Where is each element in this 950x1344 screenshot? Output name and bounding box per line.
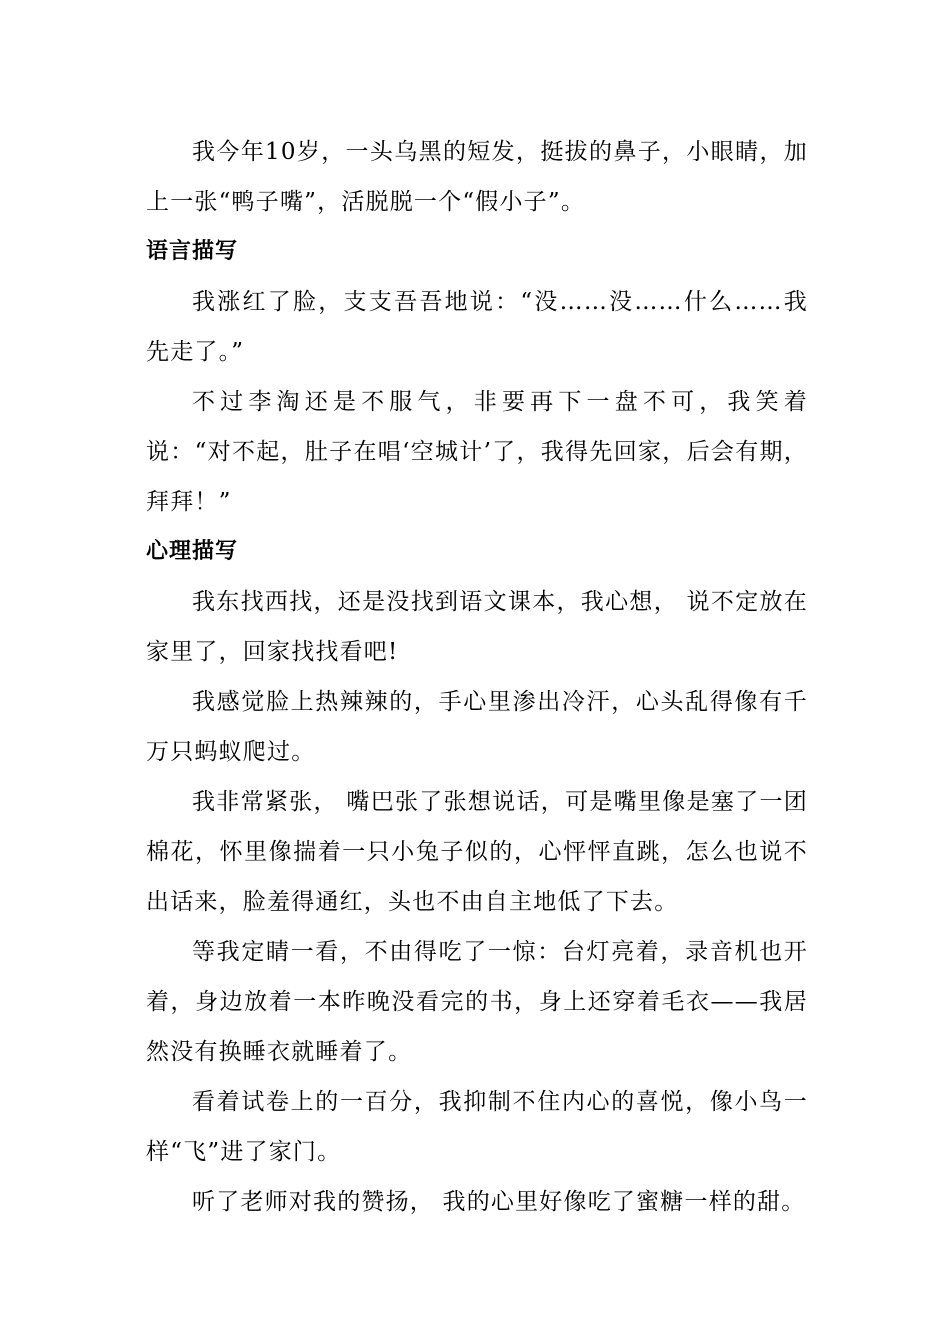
- paragraph-li-tao: 不过李淘还是不服气，非要再下一盘不可，我笑着说：“对不起，肚子在唱‘空城计’了，我得先回家，后会有期，拜拜！”: [146, 389, 808, 515]
- heading-language-description: 语言描写: [146, 239, 239, 264]
- paragraph-surprise: 等我定睛一看，不由得吃了一惊：台灯亮着，录音机也开着，身边放着一本昨晚没看完的书，身上还穿着毛衣——我居然没有换睡衣就睡着了。: [146, 939, 808, 1065]
- document-page: [146, 127, 808, 1227]
- paragraph-appearance: 我今年10岁，一头乌黑的短发，挺拔的鼻子，小眼睛，加上一张“鸭子嘴”，活脱脱一个“假小子”。: [146, 139, 808, 215]
- paragraph-nervous: 我非常紧张， 嘴巴张了张想说话，可是嘴里像是塞了一团棉花，怀里像揣着一只小兔子似的，心怦怦直跳，怎么也说不出话来，脸羞得通红，头也不由自主地低了下去。: [146, 789, 808, 915]
- heading-psychological-description: 心理描写: [146, 539, 239, 564]
- paragraph-textbook: 我东找西找，还是没找到语文课本，我心想， 说不定放在家里了，回家找找看吧!: [146, 589, 808, 665]
- paragraph-face-hot: 我感觉脸上热辣辣的，手心里渗出冷汗，心头乱得像有千万只蚂蚁爬过。: [146, 689, 808, 765]
- paragraph-praise: 听了老师对我的赞扬， 我的心里好像吃了蜜糖一样的甜。: [192, 1189, 806, 1215]
- paragraph-stammer: 我涨红了脸，支支吾吾地说：“没……没……什么……我先走了。”: [146, 289, 808, 365]
- paragraph-exam-score: 看着试卷上的一百分，我抑制不住内心的喜悦，像小鸟一样“飞”进了家门。: [146, 1089, 808, 1165]
